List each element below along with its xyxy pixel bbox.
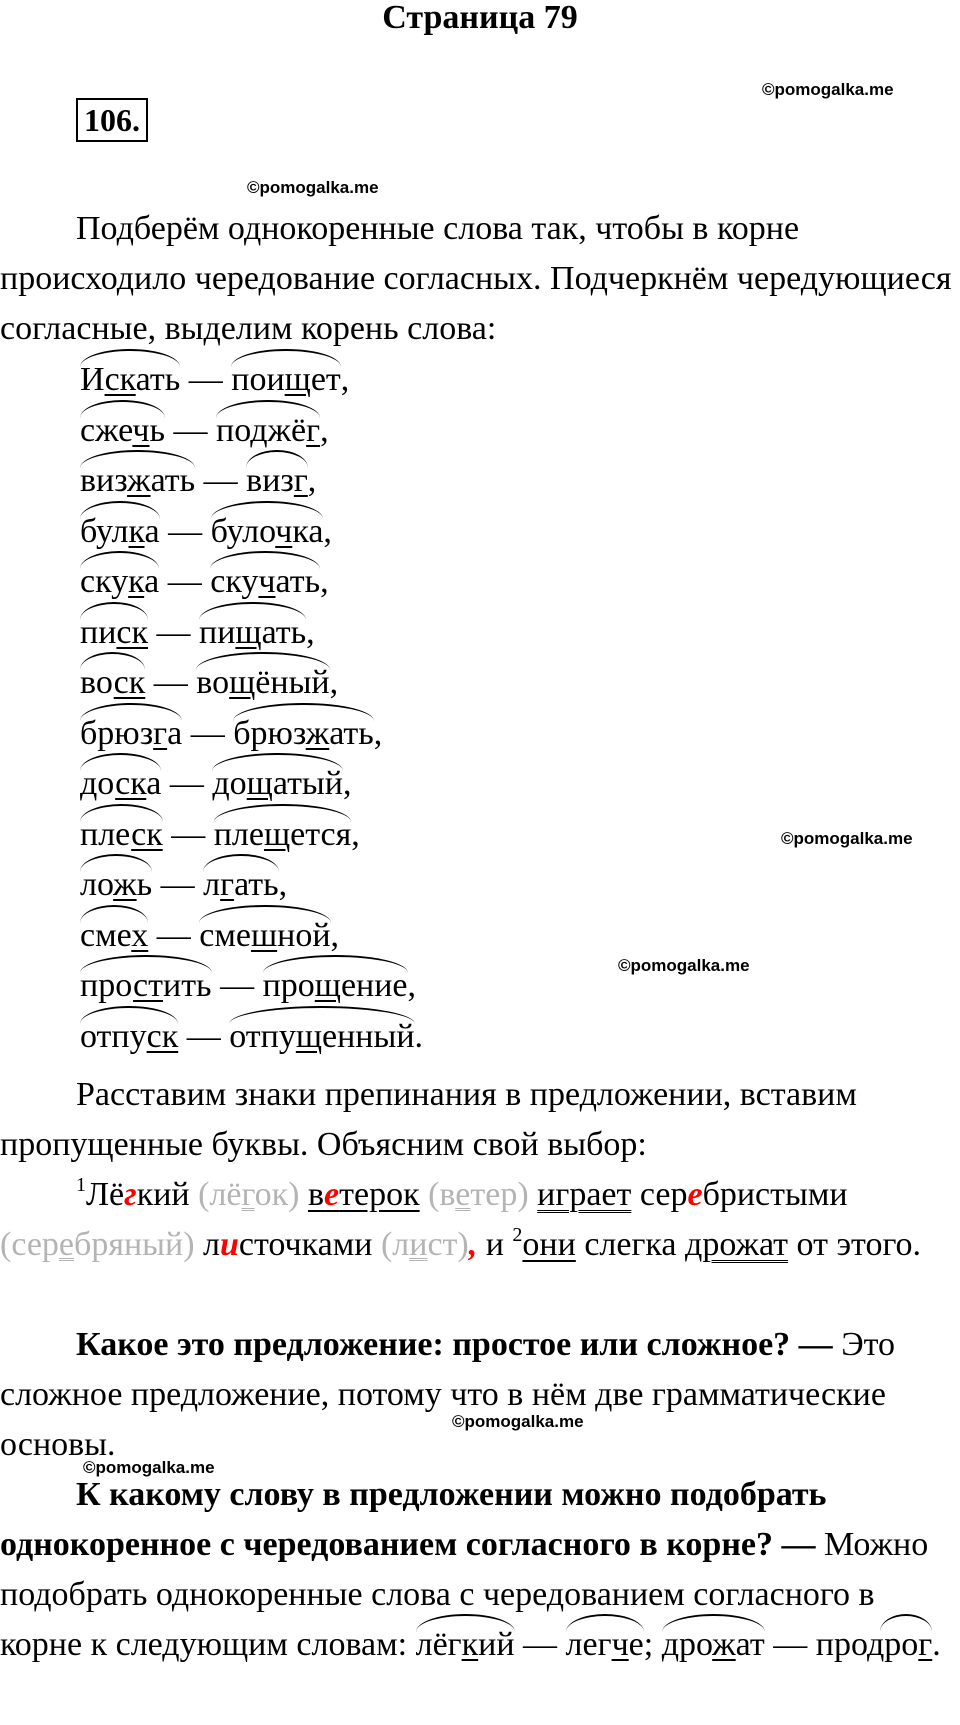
word-right: лгать — [203, 860, 279, 911]
word-pair-row: смех — смешной, — [80, 911, 423, 962]
word-left: Искать — [80, 355, 180, 406]
word-pair-row: визжать — визг, — [80, 456, 423, 507]
word-right: отпущенный — [229, 1012, 414, 1063]
alternating-consonant: г — [306, 411, 321, 449]
alternating-consonant: ск — [131, 815, 163, 853]
word-left: простить — [80, 961, 212, 1012]
task2-paragraph: Расставим знаки препинания в предложении, вставим пропущенные буквы. Объясним свой выбор: — [0, 1076, 857, 1163]
base-number: 1 — [76, 1174, 86, 1196]
predicate: играет — [537, 1176, 632, 1213]
alternating-consonant: ж — [305, 714, 330, 752]
alternating-consonant: ск — [104, 361, 136, 398]
page-title: Страница 79 — [382, 0, 578, 36]
alternating-consonant: ч — [275, 512, 293, 550]
question-text: Какое это предложение: простое или сложное? — — [76, 1326, 833, 1363]
predicate: дрожат — [685, 1226, 789, 1263]
inserted-comma: , — [468, 1226, 478, 1263]
word-right: визг — [246, 456, 308, 507]
watermark: ©pomogalka.me — [247, 178, 379, 197]
alternating-consonant: ж — [127, 462, 151, 499]
word-left: ложь — [80, 860, 152, 911]
word-right: поищет — [231, 355, 341, 406]
word-right: вощёный — [196, 658, 329, 709]
question-2: К какому слову в предложении можно подобрать однокоренное с чередованием согласного в корне? — Можно подобрать однокоренные слова с чередованием согласного в корне к следующим словам: лёгкий — легче; дрожат — продрог. — [0, 1476, 941, 1663]
word-right: брюзжать — [233, 709, 374, 760]
intro-paragraph: Подберём однокоренные слова так, чтобы в корне происходило чередование согласных. Подчеркнём чередующиеся согласные, выделим корень слова: — [0, 210, 952, 347]
watermark: ©pomogalka.me — [83, 1458, 215, 1477]
word-left: воск — [80, 658, 145, 709]
alternating-consonant: ск — [113, 664, 146, 701]
alternating-consonant: ск — [115, 765, 147, 802]
alternating-consonant: щ — [314, 967, 341, 1004]
word-pair-row: писк — пищать, — [80, 608, 423, 659]
answer-text: Это сложное предложение, потому что в нём две грамматические основы. — [0, 1326, 896, 1463]
alternating-consonant: г — [293, 462, 308, 499]
word-right: плещется — [214, 810, 352, 861]
alternating-consonant: щ — [295, 1017, 323, 1055]
alternating-consonant: г — [153, 714, 168, 752]
word-right: пищать — [199, 608, 306, 659]
alternating-consonant: щ — [235, 613, 262, 651]
word-left: скука — [80, 557, 159, 608]
word-pair-row: скука — скучать, — [80, 557, 423, 608]
word-pair-row: воск — вощёный, — [80, 658, 423, 709]
subject: ветерок — [307, 1176, 420, 1213]
word-pair-row: плеск — плещется, — [80, 810, 423, 861]
watermark: ©pomogalka.me — [781, 829, 913, 848]
word-pair-row: простить — прощение, — [80, 961, 423, 1012]
alternating-consonant: к — [128, 512, 145, 550]
word-right: смешной — [199, 911, 330, 962]
alternating-consonant: ж — [113, 866, 137, 903]
alternating-consonant: ч — [132, 411, 150, 449]
word-pair-row: отпуск — отпущенный. — [80, 1012, 423, 1063]
alternating-consonant: г — [220, 866, 235, 903]
word-pair-row: сжечь — поджёг, — [80, 406, 423, 457]
word-left: брюзга — [80, 709, 182, 760]
word-right: дощатый — [212, 759, 343, 810]
word-pair-row: брюзга — брюзжать, — [80, 709, 423, 760]
word-pair-row: Искать — поищет, — [80, 355, 423, 406]
word-left: доска — [80, 759, 161, 810]
word-pairs-list — [80, 355, 423, 1062]
word-right: поджёг — [216, 406, 320, 457]
word-right: прощение — [263, 961, 408, 1012]
alternating-consonant: щ — [229, 664, 256, 701]
subject: они — [522, 1226, 576, 1263]
word-pair-row: ложь — лгать, — [80, 860, 423, 911]
question-text: К какому слову в предложении можно подобрать однокоренное с чередованием согласного в корне? — — [0, 1476, 827, 1563]
word-left: отпуск — [80, 1012, 178, 1063]
alternating-consonant: щ — [263, 815, 291, 853]
word-left: булка — [80, 507, 160, 558]
watermark: ©pomogalka.me — [618, 956, 750, 975]
watermark: ©pomogalka.me — [762, 80, 894, 99]
example-sentence: $^1$Лёгкий (лёгок) ветерок (ветер) играет серебристыми (серебряный) листочками (лист), и $^2$они слегка дрожат от этого. — [0, 1174, 922, 1263]
base-number: 2 — [512, 1224, 523, 1246]
task-number: 106. — [76, 98, 148, 142]
word-left: визжать — [80, 456, 195, 507]
inserted-letter: г — [124, 1176, 137, 1213]
alternating-consonant: ч — [258, 563, 276, 600]
answer-text: Можно подобрать однокоренные слова с чередованием согласного в корне к следующим словам: — [0, 1526, 929, 1663]
word-left: сжечь — [80, 406, 165, 457]
alternating-consonant: щ — [284, 361, 311, 398]
alternating-consonant: ск — [146, 1017, 179, 1055]
alternating-consonant: щ — [246, 765, 273, 802]
word-pair-row: доска — дощатый, — [80, 759, 423, 810]
alternating-consonant: ст — [133, 967, 163, 1004]
alternating-consonant: к — [128, 563, 145, 600]
question-1 — [0, 1320, 960, 1470]
alternating-consonant: ш — [250, 916, 278, 954]
alternating-consonant: х — [131, 916, 149, 954]
word-left: смех — [80, 911, 148, 962]
word-left: плеск — [80, 810, 163, 861]
watermark: ©pomogalka.me — [452, 1412, 584, 1431]
word-right: скучать — [210, 557, 320, 608]
word-left: писк — [80, 608, 148, 659]
word-pair-row: булка — булочка, — [80, 507, 423, 558]
word-right: булочка — [211, 507, 324, 558]
alternating-consonant: ск — [116, 613, 148, 651]
